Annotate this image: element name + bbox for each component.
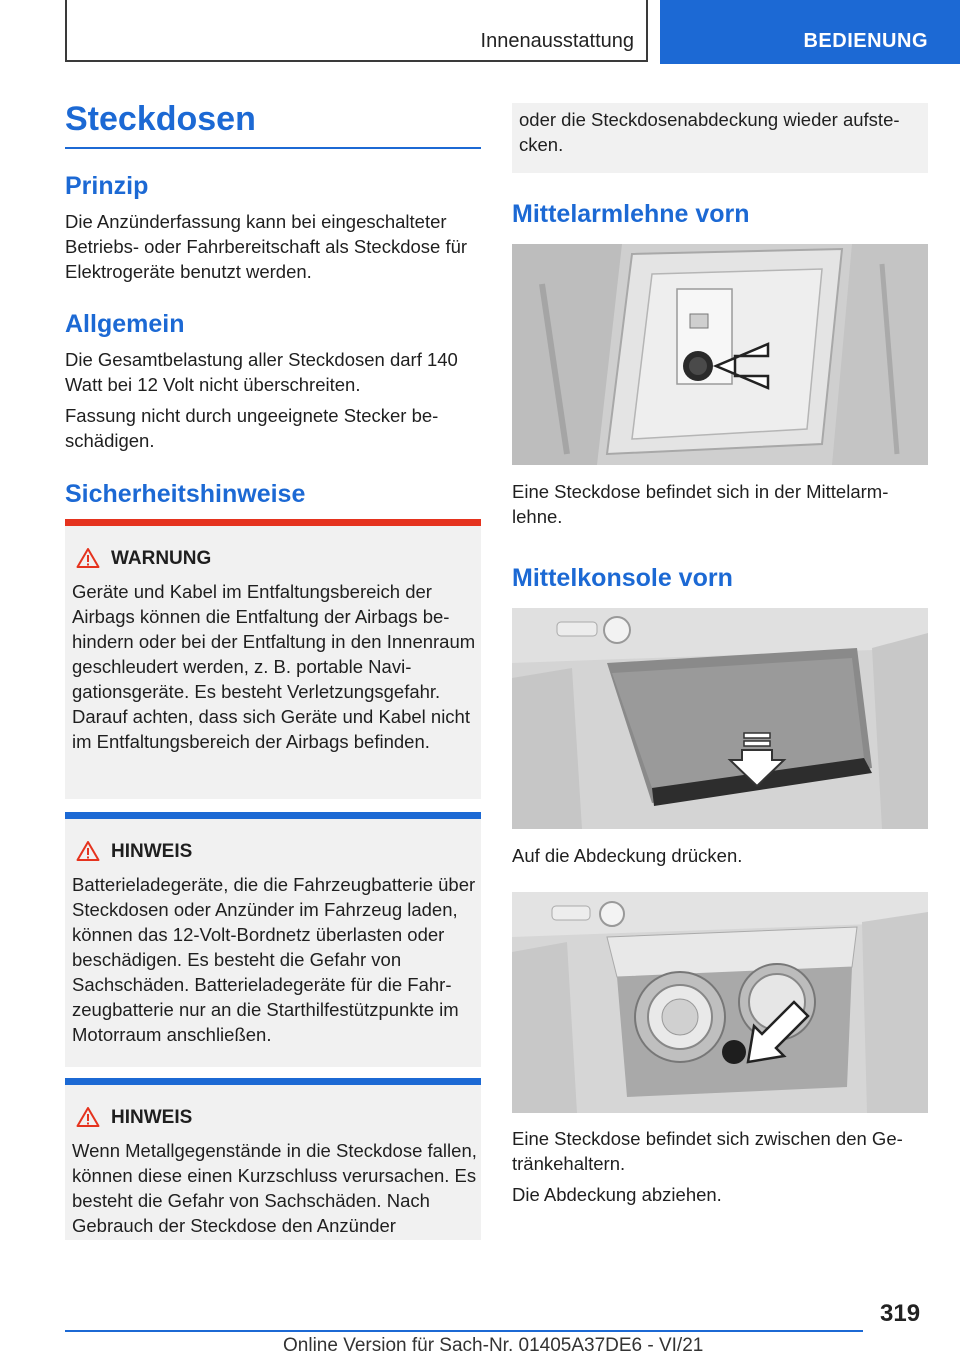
warning-text: Geräte und Kabel im Entfaltungsbereich der Airbags können die Entfaltung der Airbags behindern oder bei der Entfaltung in den Innenraum geschleudert werden, z. B. portable Navigationsgeräte. Es besteht Verletzungsgefahr. Darauf achten, dass sich Geräte und Kabel nicht im Entfaltungsbereich der Airbags befinden. bbox=[72, 581, 476, 752]
console-cover-figure bbox=[512, 608, 928, 829]
heading-allgemein: Allgemein bbox=[65, 310, 185, 338]
notice-text-1: Batterieladegeräte, die die Fahrzeugbatterie über Steckdosen oder Anzünder im Fahrzeug laden, können das 12-Volt-Bordnetz überlasten oder beschädigen. Es besteht die Gefahr von Sachschäden. Batterieladegeräte für die Fahrzeugbatterie nur an die Starthilfestützpunkte im Motorraum anschließen. bbox=[72, 874, 476, 1045]
page-title: Steckdosen bbox=[65, 100, 256, 138]
console-caption-1: Auf die Abdeckung drücken. bbox=[512, 845, 743, 866]
warning-triangle-icon bbox=[76, 840, 100, 862]
warning-title: WARNUNG bbox=[111, 548, 212, 569]
notice-title-1: HINWEIS bbox=[111, 841, 193, 862]
heading-mittelarmlehne: Mittelarmlehne vorn bbox=[512, 200, 750, 228]
warning-triangle-icon bbox=[76, 547, 100, 569]
cupholder-figure bbox=[512, 892, 928, 1113]
text-allgemein-1: Die Gesamtbelastung aller Steckdosen darf 140 Watt bei 12 Volt nicht überschreiten. bbox=[65, 349, 458, 395]
header-section-tab bbox=[65, 0, 648, 62]
warning-box bbox=[65, 519, 481, 799]
cupholder-illustration bbox=[512, 892, 928, 1113]
title-rule bbox=[65, 147, 481, 149]
console-caption-2: Eine Steckdose befindet sich zwischen den Getränkehaltern. bbox=[512, 1128, 903, 1174]
notice-text-2: Wenn Metallgegenstände in die Steckdose fallen, können diese einen Kurzschluss verursachen. Es besteht die Gefahr von Sachschäden. Nach Gebrauch der Steckdose den Anzünder bbox=[72, 1140, 477, 1236]
text-allgemein-2: Fassung nicht durch ungeeignete Stecker beschädigen. bbox=[65, 405, 439, 451]
console-caption-3: Die Abdeckung abziehen. bbox=[512, 1184, 722, 1205]
notice-box-2 bbox=[65, 1078, 481, 1240]
header-section-label: Innenausstattung bbox=[480, 30, 634, 52]
warning-triangle-icon bbox=[76, 1106, 100, 1128]
notice-box-1 bbox=[65, 812, 481, 1067]
armrest-figure bbox=[512, 244, 928, 465]
armrest-caption: Eine Steckdose befindet sich in der Mittelarmlehne. bbox=[512, 481, 889, 527]
heading-prinzip: Prinzip bbox=[65, 172, 149, 200]
notice-title-2: HINWEIS bbox=[111, 1107, 193, 1128]
header-chapter-label: BEDIENUNG bbox=[803, 30, 928, 52]
notice-bar-2 bbox=[65, 1078, 481, 1085]
footer-rule bbox=[65, 1330, 863, 1332]
continued-text: oder die Steckdosenabdeckung wieder aufstecken. bbox=[519, 109, 900, 155]
warning-bar bbox=[65, 519, 481, 526]
page-number: 319 bbox=[880, 1300, 921, 1327]
continued-notice-box bbox=[512, 103, 928, 173]
notice-bar-1 bbox=[65, 812, 481, 819]
armrest-illustration bbox=[512, 244, 928, 465]
heading-sicherheitshinweise: Sicherheitshinweise bbox=[65, 480, 306, 508]
footer-online-version: Online Version für Sach-Nr. 01405A37DE6 - VI/21 bbox=[283, 1335, 704, 1356]
console-cover-illustration bbox=[512, 608, 928, 829]
heading-mittelkonsole: Mittelkonsole vorn bbox=[512, 564, 733, 592]
text-prinzip: Die Anzünderfassung kann bei eingeschalteter Betriebs- oder Fahrbereitschaft als Steckdose für Elektrogeräte benutzt werden. bbox=[65, 211, 468, 282]
header-chapter-tab bbox=[660, 0, 960, 64]
